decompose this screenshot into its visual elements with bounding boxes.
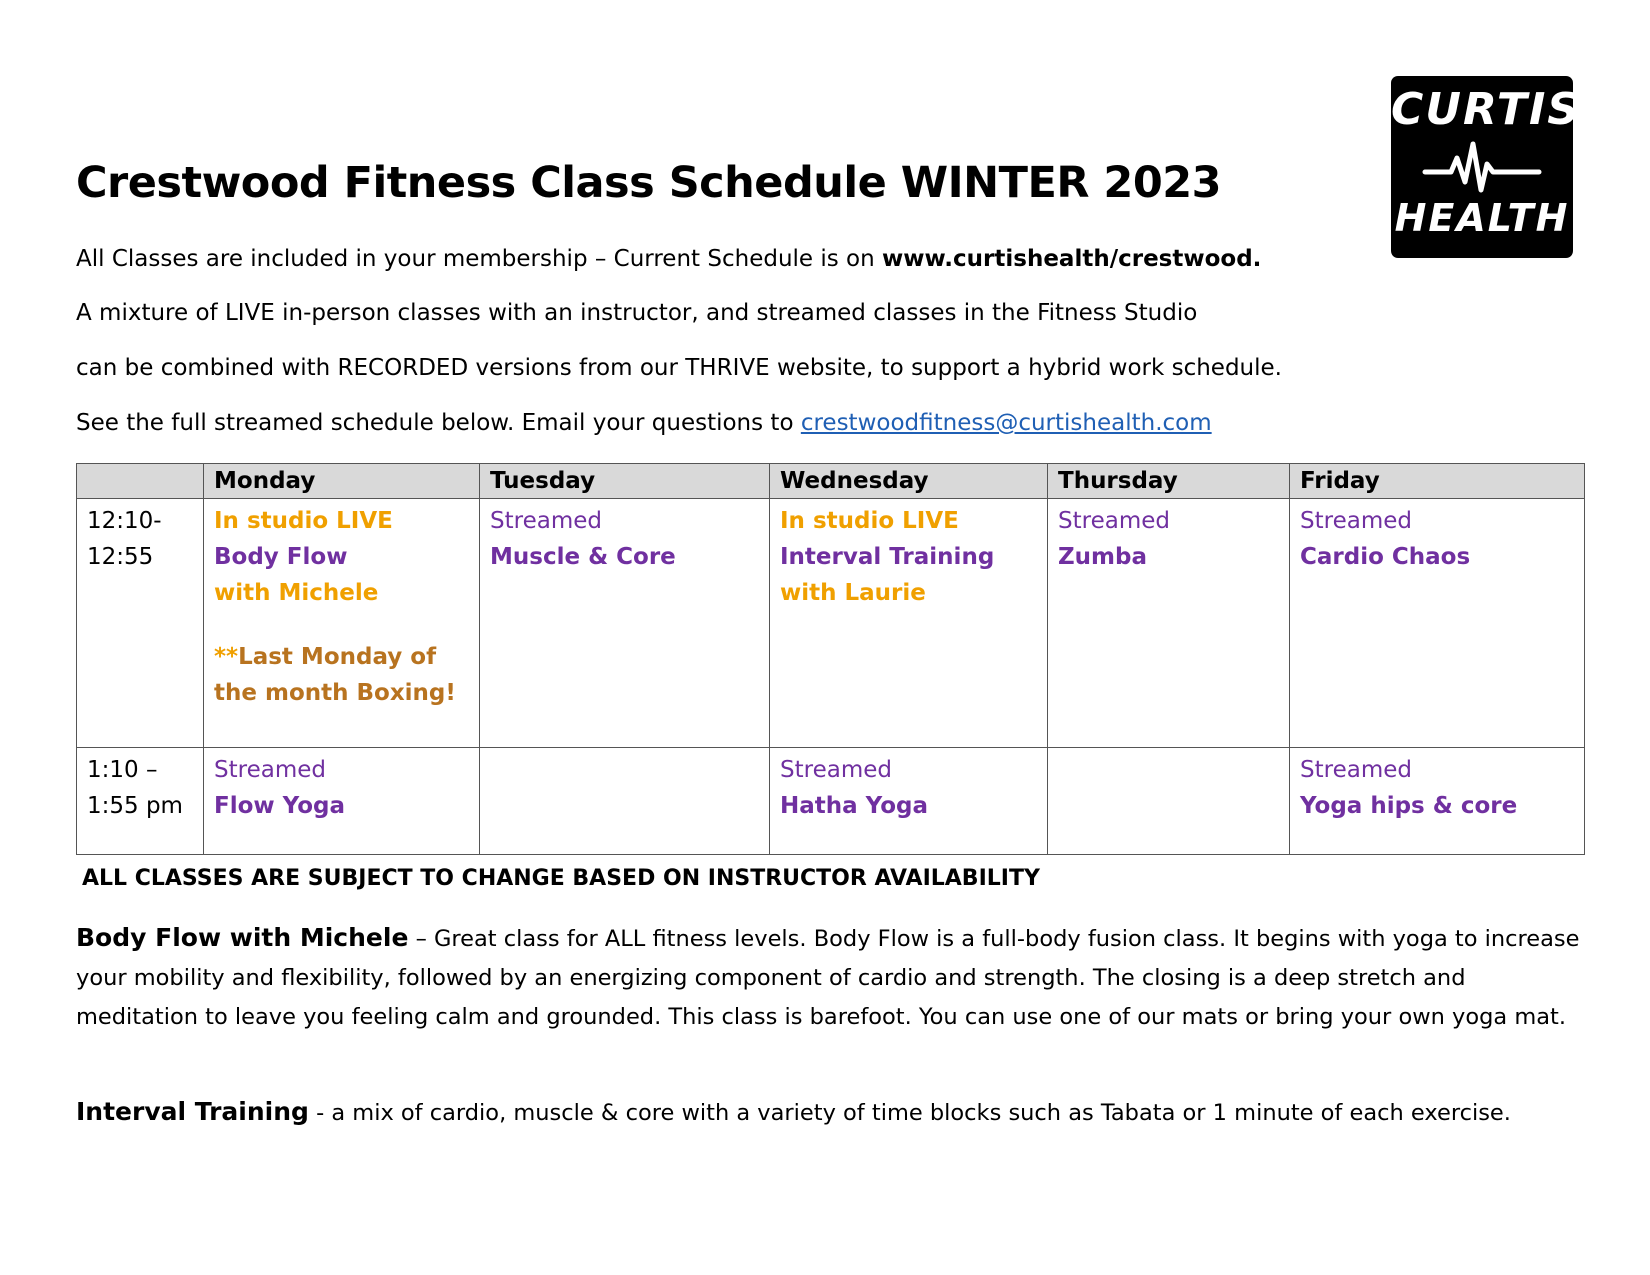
header-wednesday: Wednesday (770, 464, 1048, 499)
class-name: Hatha Yoga (780, 793, 928, 819)
class-cell-monday (204, 499, 480, 748)
class-cell-thursday (1048, 499, 1290, 748)
schedule-table (76, 463, 1585, 855)
description-text: - a mix of cardio, muscle & core with a variety of time blocks such as Tabata or 1 minute of each exercise. (308, 1100, 1511, 1126)
class-mode: Streamed (214, 757, 326, 783)
class-cell-tuesday (480, 499, 770, 748)
class-name: Yoga hips & core (1300, 793, 1518, 819)
intro-line-3: can be combined with RECORDED versions from our THRIVE website, to support a hybrid work schedule. (76, 355, 1282, 381)
class-instructor: with Laurie (780, 580, 926, 606)
class-mode: Streamed (1300, 757, 1412, 783)
header-monday: Monday (204, 464, 480, 499)
header-row (77, 464, 1585, 499)
class-cell-monday (204, 748, 480, 855)
class-cell-friday (1290, 748, 1585, 855)
website-url: www.curtishealth/crestwood. (882, 246, 1262, 272)
class-mode: Streamed (1058, 508, 1170, 534)
intro-line-4 (76, 410, 1212, 436)
class-cell-thursday (1048, 748, 1290, 855)
table-row (77, 499, 1585, 748)
class-instructor: with Michele (214, 580, 379, 606)
page-title: Crestwood Fitness Class Schedule WINTER 2023 (76, 158, 1222, 208)
time-cell: 1:10 – 1:55 pm (77, 748, 204, 855)
class-mode: Streamed (780, 757, 892, 783)
description-body-flow (76, 918, 1586, 1037)
intro-text: All Classes are included in your membership – Current Schedule is on (76, 246, 883, 272)
description-title: Interval Training (76, 1097, 309, 1126)
class-cell-wednesday (770, 499, 1048, 748)
description-title: Body Flow with Michele (76, 923, 409, 952)
email-link[interactable]: crestwoodfitness@curtishealth.com (800, 410, 1212, 436)
header-friday: Friday (1290, 464, 1585, 499)
logo-line2: HEALTH (1394, 196, 1570, 240)
class-mode: In studio LIVE (780, 508, 959, 534)
class-cell-tuesday (480, 748, 770, 855)
class-name: Muscle & Core (490, 544, 676, 570)
disclaimer: ALL CLASSES ARE SUBJECT TO CHANGE BASED ON INSTRUCTOR AVAILABILITY (82, 866, 1040, 891)
class-note-line2: the month Boxing! (214, 680, 456, 706)
intro-line-1 (76, 246, 1261, 272)
header-time (77, 464, 204, 499)
class-name: Cardio Chaos (1300, 544, 1471, 570)
class-cell-friday (1290, 499, 1585, 748)
class-name: Interval Training (780, 544, 995, 570)
class-name: Flow Yoga (214, 793, 345, 819)
class-mode: Streamed (490, 508, 602, 534)
class-mode: In studio LIVE (214, 508, 393, 534)
logo-line1: CURTIS (1391, 84, 1581, 135)
table-row (77, 748, 1585, 855)
intro-line-2: A mixture of LIVE in-person classes with an instructor, and streamed classes in the Fitness Studio (76, 300, 1198, 326)
heartbeat-icon (1421, 138, 1543, 194)
header-tuesday: Tuesday (480, 464, 770, 499)
time-cell: 12:10- 12:55 (77, 499, 204, 748)
class-mode: Streamed (1300, 508, 1412, 534)
class-note: **Last Monday of (214, 644, 437, 670)
description-text: – Great class for ALL fitness levels. Body Flow is a full-body fusion class. It begins with yoga to increase your mobility and flexibility, followed by an energizing component of cardio and strength. The closing is a deep stretch and meditation to leave you feeling calm and grounded. This class is barefoot. You can use one of our mats or bring your own yoga mat. (76, 926, 1580, 1030)
class-name: Zumba (1058, 544, 1148, 570)
curtis-health-logo (1391, 76, 1581, 258)
header-thursday: Thursday (1048, 464, 1290, 499)
description-interval-training (76, 1092, 1586, 1133)
class-cell-wednesday (770, 748, 1048, 855)
class-name: Body Flow (214, 544, 348, 570)
intro-text: See the full streamed schedule below. Email your questions to (76, 410, 801, 436)
